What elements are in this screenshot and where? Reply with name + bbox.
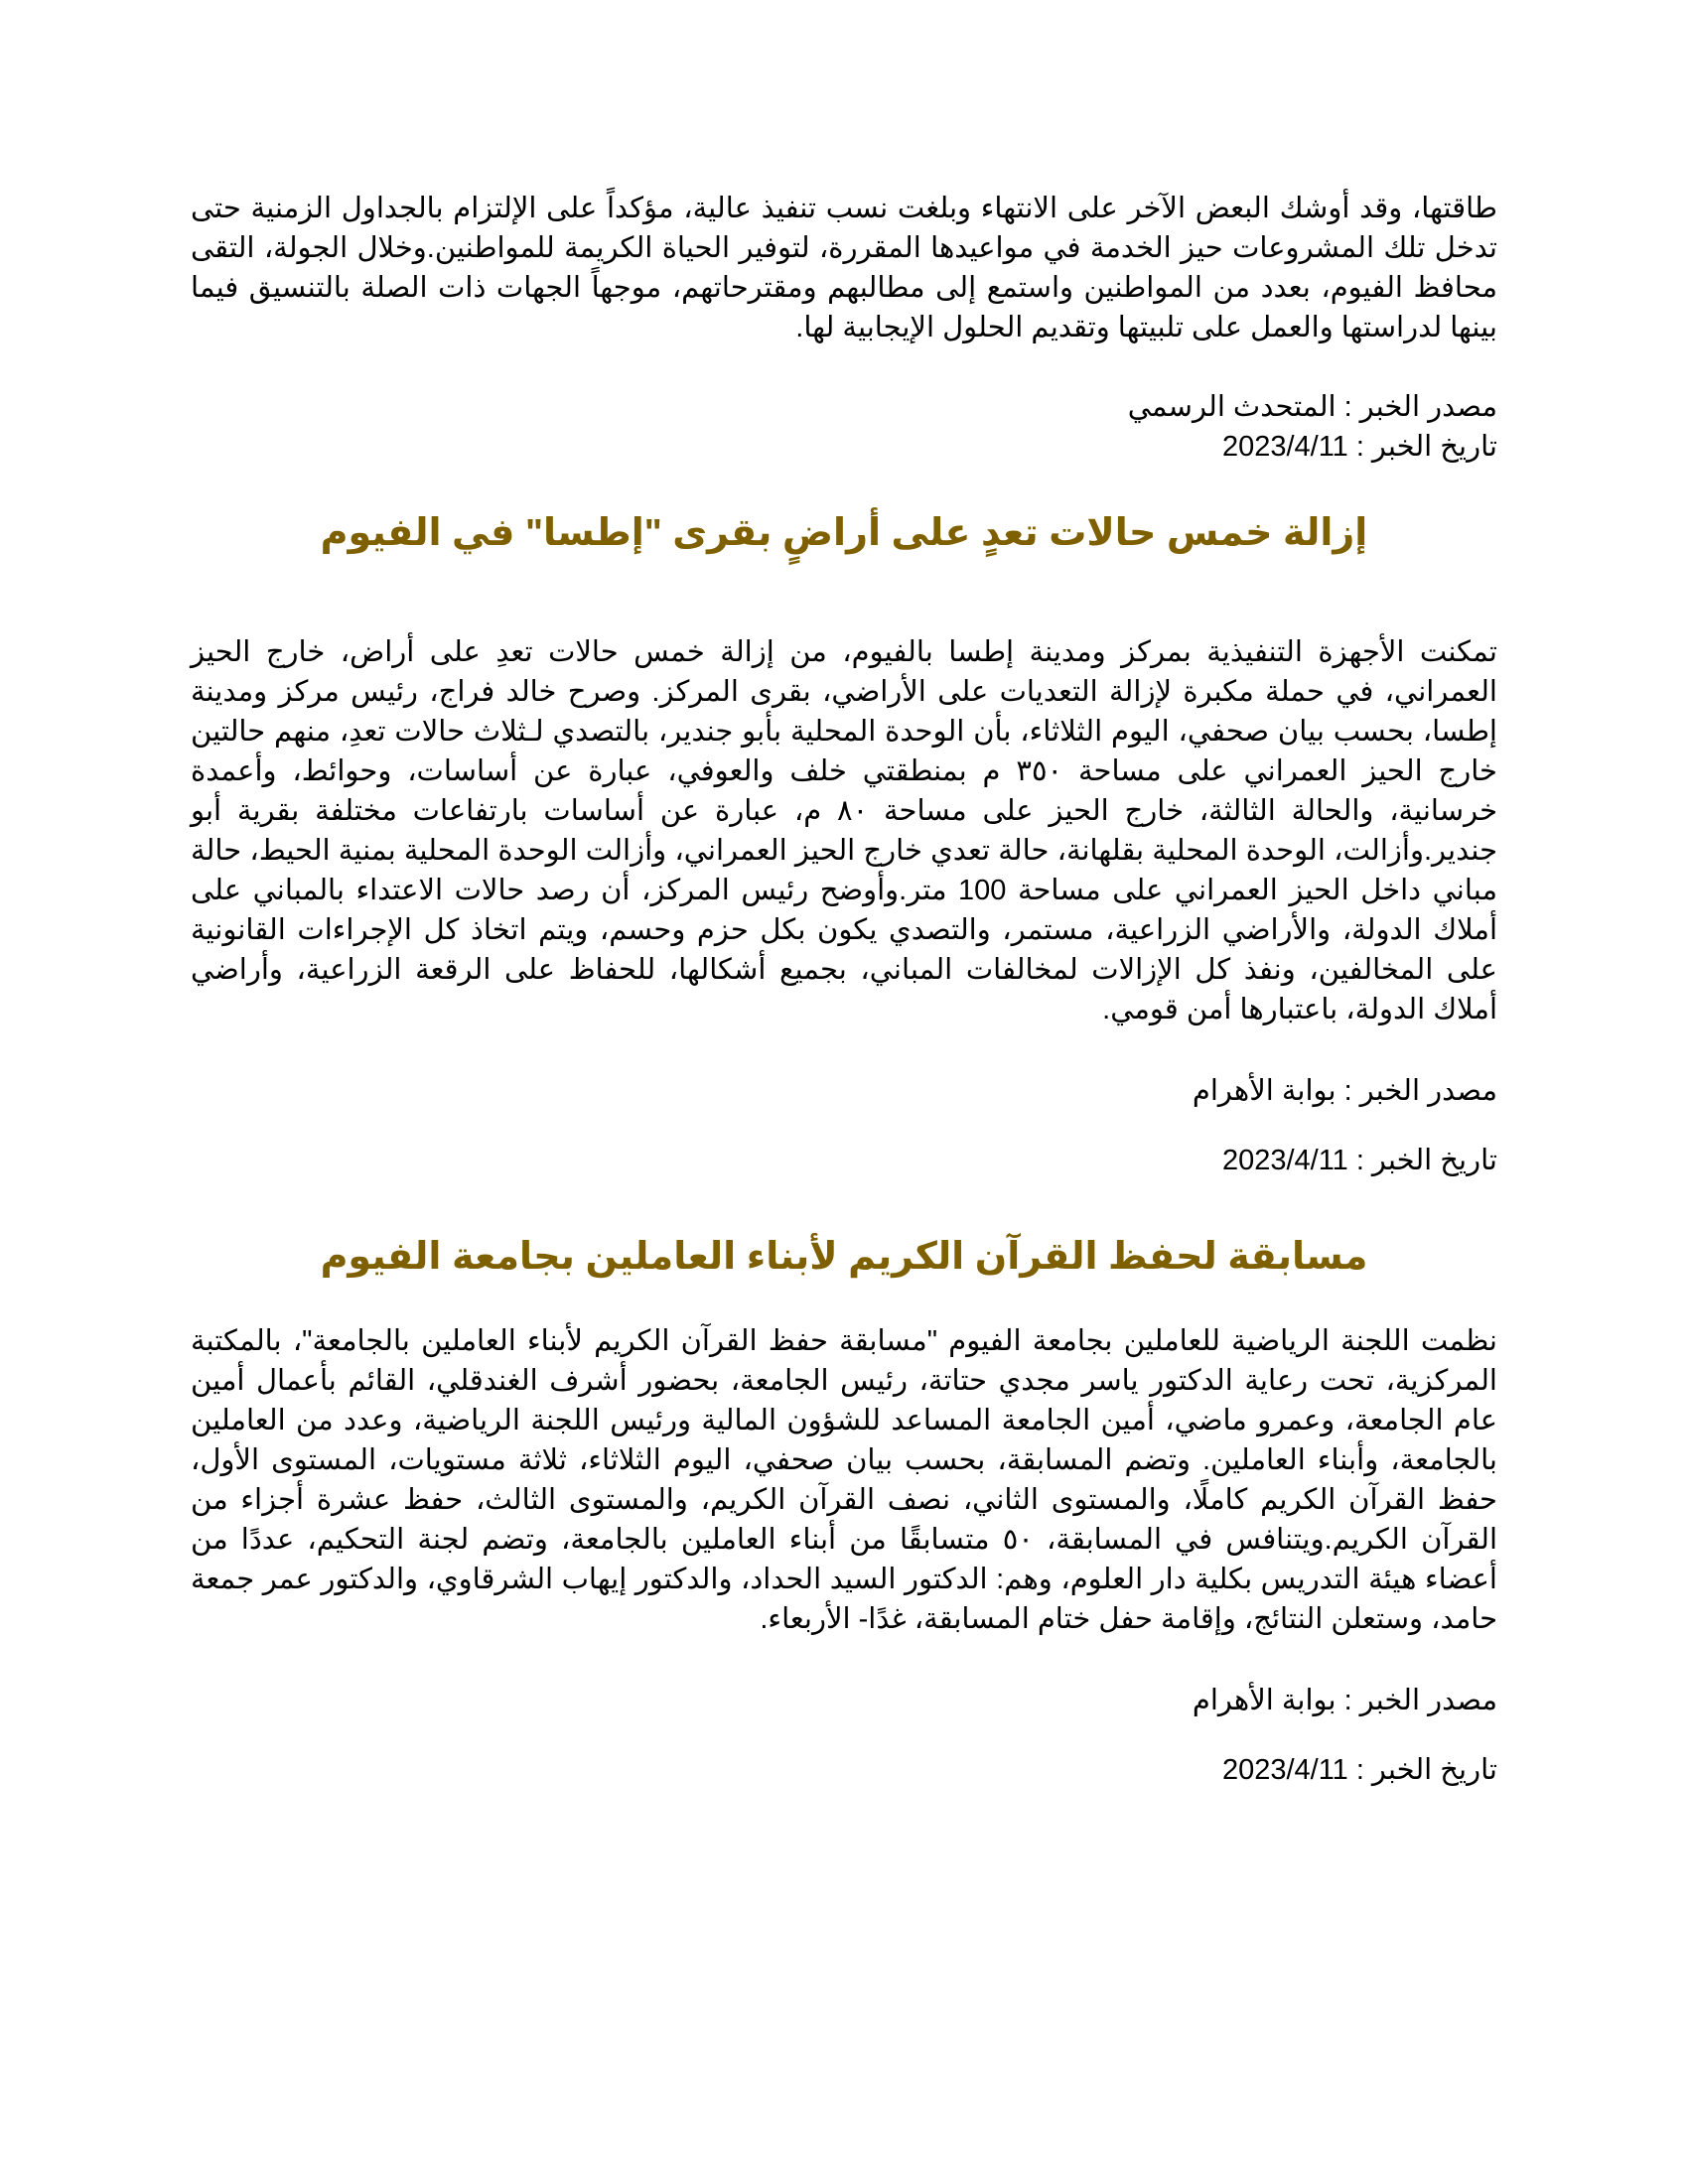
article-3-date: تاريخ الخبر:2023/4/11: [1221, 1754, 1497, 1786]
date-label: تاريخ الخبر: [1371, 1754, 1497, 1786]
source-value: المتحدث الرسمي: [1127, 391, 1336, 423]
source-label: مصدر الخبر: [1359, 1075, 1497, 1107]
date-value: 2023/4/11: [1221, 1145, 1348, 1176]
article-2-date: تاريخ الخبر:2023/4/11: [1221, 1145, 1497, 1176]
article-1-date: تاريخ الخبر:2023/4/11: [1221, 431, 1497, 463]
article-2-title: إزالة خمس حالات تعدٍ على أراضٍ بقرى "إطسا" في الفيوم: [320, 512, 1368, 554]
article-1: [191, 189, 1497, 467]
article-1-source: مصدر الخبر:المتحدث الرسمي: [1127, 391, 1497, 423]
source-label: مصدر الخبر: [1359, 391, 1497, 423]
article-2-source: مصدر الخبر:بوابة الأهرام: [1192, 1075, 1497, 1107]
date-label: تاريخ الخبر: [1371, 1145, 1497, 1176]
date-label: تاريخ الخبر: [1371, 431, 1497, 463]
article-3-title: مسابقة لحفظ القرآن الكريم لأبناء العاملين بجامعة الفيوم: [320, 1236, 1368, 1278]
date-value: 2023/4/11: [1221, 1754, 1348, 1786]
article-2-body: تمكنت الأجهزة التنفيذية بمركز ومدينة إطسا بالفيوم، من إزالة خمس حالات تعدِ على أراض، خارج الحيز العمراني، في حملة مكبرة لإزالة التعديات على الأراضي، بقرى المركز. وصرح خالد فراج، رئيس مركز ومدينة إطسا، بحسب بيان صحفي، اليوم الثلاثاء، بأن الوحدة المحلية بأبو جندير، بالتصدي لـثلاث حالات تعدِ، منهم حالتين خارج الحيز العمراني على مساحة ٣٥٠ م بمنطقتي خلف والعوفي، عبارة عن أساسات، وحوائط، وأعمدة خرسانية، والحالة الثالثة، خارج الحيز على مساحة ٨٠ م، عبارة عن أساسات بارتفاعات مختلفة بقرية أبو جندير.وأزالت، الوحدة المحلية بقلهانة، حالة تعدي خارج الحيز العمراني، وأزالت الوحدة المحلية بمنية الحيط، حالة مباني داخل الحيز العمراني على مساحة 100 متر.وأوضح رئيس المركز، أن رصد حالات الاعتداء بالمباني على أملاك الدولة، والأراضي الزراعية، مستمر، والتصدي يكون بكل حزم وحسم، ويتم اتخاذ كل الإجراءات القانونية على المخالفين، ونفذ كل الإزالات لمخالفات المباني، بجميع أشكالها، للحفاظ على الرقعة الزراعية، وأراضي أملاك الدولة، باعتبارها أمن قومي.: [191, 636, 1497, 1025]
source-value: بوابة الأهرام: [1192, 1075, 1336, 1107]
article-2: [191, 508, 1497, 1180]
document-page: [191, 189, 1497, 1790]
article-3-source: مصدر الخبر:بوابة الأهرام: [1192, 1685, 1497, 1716]
source-value: بوابة الأهرام: [1192, 1685, 1336, 1716]
article-3: [191, 1232, 1497, 1790]
article-3-body: نظمت اللجنة الرياضية للعاملين بجامعة الفيوم "مسابقة حفظ القرآن الكريم لأبناء العاملين بالجامعة"، بالمكتبة المركزية، تحت رعاية الدكتور ياسر مجدي حتاتة، رئيس الجامعة، بحضور أشرف الغندقلي، القائم بأعمال أمين عام الجامعة، وعمرو ماضي، أمين الجامعة المساعد للشؤون المالية ورئيس اللجنة الرياضية، وعدد من العاملين بالجامعة، وأبناء العاملين. وتضم المسابقة، بحسب بيان صحفي، اليوم الثلاثاء، ثلاثة مستويات، المستوى الأول، حفظ القرآن الكريم كاملًا، والمستوى الثاني، نصف القرآن الكريم، والمستوى الثالث، حفظ عشرة أجزاء من القرآن الكريم.ويتنافس في المسابقة، ٥٠ متسابقًا من أبناء العاملين بالجامعة، وتضم لجنة التحكيم، عددًا من أعضاء هيئة التدريس بكلية دار العلوم، وهم: الدكتور السيد الحداد، والدكتور إيهاب الشرقاوي، والدكتور عمر جمعة حامد، وستعلن النتائج، وإقامة حفل ختام المسابقة، غدًا- الأربعاء.: [191, 1325, 1498, 1635]
article-1-body: طاقتها، وقد أوشك البعض الآخر على الانتهاء وبلغت نسب تنفيذ عالية، مؤكداً على الإلتزام بالجداول الزمنية حتى تدخل تلك المشروعات حيز الخدمة في مواعيدها المقررة، لتوفير الحياة الكريمة للمواطنين.وخلال الجولة، التقى محافظ الفيوم، بعدد من المواطنين واستمع إلى مطالبهم ومقترحاتهم، موجهاً الجهات ذات الصلة بالتنسيق فيما بينها لدراستها والعمل على تلبيتها وتقديم الحلول الإيجابية لها.: [191, 193, 1497, 343]
source-label: مصدر الخبر: [1359, 1685, 1497, 1716]
date-value: 2023/4/11: [1221, 431, 1348, 463]
